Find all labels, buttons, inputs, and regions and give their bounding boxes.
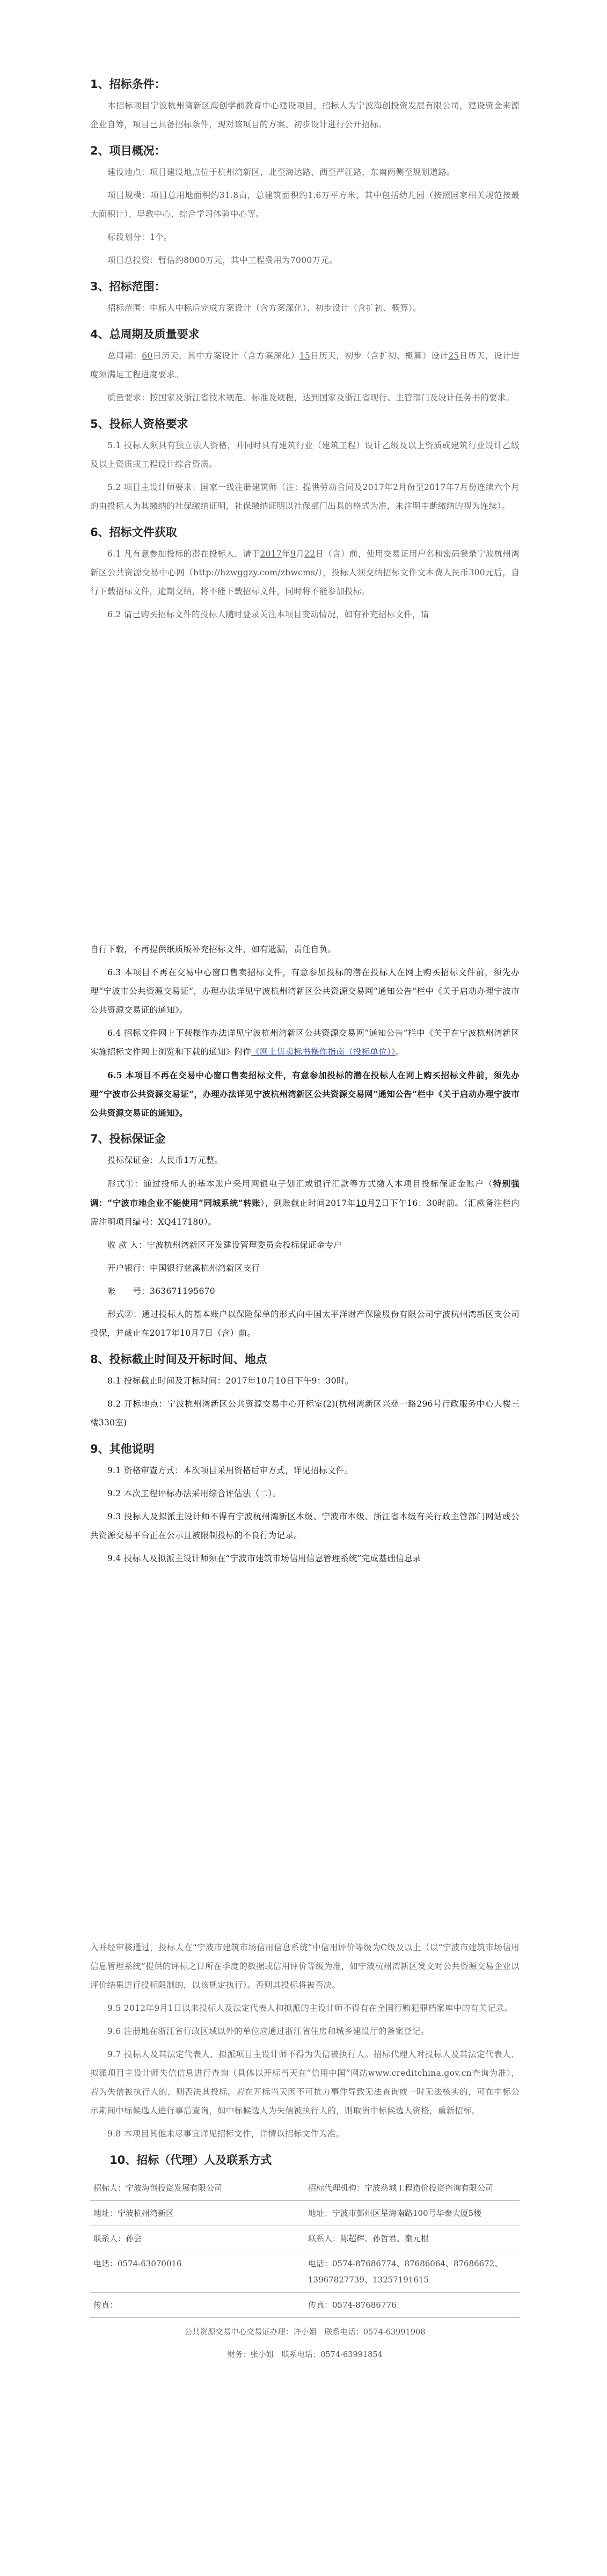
section-heading-other-notes: 9、其他说明 — [90, 1443, 155, 1455]
agency-address: 地址：宁波市鄞州区星海南路100号华泰大厦5楼 — [305, 2201, 520, 2226]
paragraph: 9.7 投标人及其法定代表人、拟派项目主设计师不得为失信被执行人。招标代理人对投标人及其法定代表人、拟派项目主设计师失信信息进行查询（具体以开标当天在“信用中国”网站www.creditchina.gov.cn查询为准），若为失信被执行人的，则否决其投标。若在开标当天因不可抗力事件导致无法查询或一时无法核实的，可在中标公示期间中标候选人进行事后查询，如中标候选人为失信被执行人的，则取消中标候选人资格，重新招标。 — [90, 2050, 520, 2116]
section-heading-period-quality: 4、总周期及质量要求 — [90, 328, 200, 341]
section-heading-contacts: 10、招标（代理）人及联系方式 — [109, 2154, 272, 2167]
tenderer-phone: 电话：0574-63070016 — [90, 2251, 305, 2293]
paragraph-bank: 开户银行：中国银行慈溪杭州湾新区支行 — [107, 1263, 260, 1273]
paragraph: 5.1 投标人须具有独立法人资格，并同时具有建筑行业（建筑工程）设计乙级及以上资质或建筑行业设计乙级及以上资质或工程设计综合资质。 — [90, 441, 520, 469]
paragraph-payee: 收 款 人：宁波杭州湾新区开发建设管理委员会投标保证金专户 — [107, 1240, 342, 1250]
paragraph: 建设地点：项目建设地点位于杭州湾新区，北至海达路，西至严江路，东南两侧至规划道路。 — [107, 167, 455, 177]
operation-guide-link[interactable]: 《网上售卖标书操作指南（投标单位）》 — [251, 1047, 396, 1057]
paragraph: 9.5 2012年9月1日以来投标人及法定代表人和拟派的主设计师不得有在全国行贿犯罪档案库中的有关记录。 — [107, 2003, 513, 2013]
table-row — [90, 2201, 520, 2226]
paragraph-continued: 入并经审核通过，投标人在“宁波市建筑市场信用信息系统”中信用评价等级为C级及以上（以“宁波市建筑市场信用信息管理系统”提供的评标之日所在季度的数据或信用评价等级为准，如宁波杭州湾新区发文对公共资源交易企业以评价结果进行投标限制的，以该规定执行）。否则其投标将被否决。 — [90, 1943, 520, 1990]
footer-note-1: 公共资源交易中心交易证办理：许小姐 联系电话：0574-63991908 — [184, 2328, 426, 2337]
paragraph: 9.1 资格审查方式：本次项目采用资格后审方式，详见招标文件。 — [107, 1466, 353, 1475]
agency-contact: 联系人：陈超辉、孙哲君、秦元根 — [305, 2226, 520, 2251]
paragraph: 项目总投资：暂估约8000万元，其中工程费用为7000万元。 — [107, 255, 338, 265]
tenderer-contact: 联系人：孙会 — [90, 2226, 305, 2251]
paragraph-download-guide: 6.4 招标文件网上下载操作办法详见宁波杭州湾新区公共资源交易网“通知公告”栏中《关于在宁波杭州湾新区实施招标文件网上浏览和下载的通知》附件《网上售卖标书操作指南（投标单位）》。 — [90, 1028, 520, 1057]
section-heading-bid-scope: 3、招标范围： — [90, 280, 166, 293]
paragraph-download-deadline: 6.1 凡有意参加投标的潜在投标人，请于2017年9月22日（含）前，使用交易证用户名和密码登录宁波杭州湾新区公共资源交易中心网（http://hzwggzy.com/zbwcms/），投标人须交纳招标文件文本费人民币300元后，自行下载招标文件，逾期交纳，将不能下载招标文件，同时将不能参加投标。 — [90, 549, 520, 596]
paragraph: 9.6 注册地在浙江省行政区域以外的单位应通过浙江省住房和城乡建设厅的备案登记。 — [107, 2026, 429, 2036]
paragraph: 8.1 投标截止时间及开标时间：2017年10月10日下午9：30时。 — [107, 1376, 354, 1386]
paragraph: 9.3 投标人及拟派主设计师不得有宁波杭州湾新区本级、宁波市本级、浙江省本级有关行政主管部门网站或公共资源交易平台正在公示且被限制投标的不良行为记录。 — [90, 1512, 520, 1540]
announcement-part-1 — [90, 68, 520, 628]
footer-note-2: 财务：张小姐 联系电话：0574-63991854 — [227, 2351, 383, 2359]
section-heading-qualifications: 5、投标人资格要求 — [90, 418, 188, 430]
agency-phone: 电话：0574-87686774、87686064、87686672、13967827739、13257191615 — [305, 2251, 520, 2293]
paragraph-emphasis: 6.5 本项目不再在交易中心窗口售卖招标文件，有意参加投标的潜在投标人在网上购买招标文件前，须先办理“宁波市公共资源交易证”，办理办法详见宁波杭州湾新区公共资源交易网“通知公告”栏中《关于启动办理宁波市公共资源交易证的通知》。 — [90, 1070, 520, 1118]
paragraph-bond-form-1: 形式①：通过投标人的基本账户采用网银电子划汇或银行汇款等方式缴入本项目投标保证金账户（特别强调：“宁波市地企业不能使用“同城系统”转账），到账截止时间2017年10月7日下午16：30时前。（汇款备注栏内需注明项目编号：XQ417180）。 — [90, 1179, 520, 1227]
paragraph: 6.3 本项目不再在交易中心窗口售卖招标文件，有意参加投标的潜在投标人在网上购买招标文件前，须先办理“宁波市公共资源交易证”，办理办法详见宁波杭州湾新区公共资源交易网“通知公告”栏中《关于启动办理宁波市公共资源交易证的通知》。 — [90, 968, 520, 1015]
paragraph: 9.4 投标人及拟派主设计师须在“宁波市建筑市场信用信息管理系统”完成基础信息录 — [107, 1554, 421, 1563]
paragraph-continued: 自行下载，不再提供纸质版补充招标文件，如有遗漏，责任自负。 — [90, 945, 337, 954]
paragraph-period: 总周期：60日历天，其中方案设计（含方案深化）15日历天，初步（含扩初、概算）设计25日历天，设计进度须满足工程进度要求。 — [90, 351, 520, 379]
paragraph: 8.2 开标地点：宁波杭州湾新区公共资源交易中心开标室(2)(杭州湾新区兴慈一路296号行政服务中心大楼三楼330室) — [90, 1399, 520, 1428]
paragraph: 质量要求：按国家及浙江省技术规范、标准及规程，达到国家及浙江省现行、主管部门及设计任务书的要求。 — [107, 393, 515, 402]
announcement-part-2 — [90, 940, 520, 1572]
paragraph-evaluation-method: 9.2 本次工程评标办法采用综合评估法（二）。 — [107, 1489, 281, 1498]
paragraph: 本招标项目宁波杭州湾新区海创学前教育中心建设项目，招标人为宁波海创投资发展有限公司，建设资金来源企业自筹，项目已具备招标条件，现对该项目的方案、初步设计进行公开招标。 — [90, 101, 520, 129]
tenderer-name: 招标人：宁波海创投资发展有限公司 — [90, 2176, 305, 2201]
paragraph: 招标范围：中标人中标后完成方案设计（含方案深化）、初步设计（含扩初、概算）。 — [107, 303, 421, 313]
paragraph: 项目规模：项目总用地面积约31.8亩，总建筑面积约1.6万平方米，其中包括幼儿园（按照国家相关规范按最大面积计）、早教中心、综合学习体验中心等。 — [90, 191, 520, 219]
agency-name: 招标代理机构：宁波慈城工程造价投资咨询有限公司 — [305, 2176, 520, 2201]
section-heading-bid-conditions: 1、招标条件： — [90, 78, 166, 91]
section-heading-deadline-opening: 8、投标截止时间及开标时间、地点 — [90, 1353, 267, 1366]
contacts-table — [90, 2176, 520, 2318]
table-row — [90, 2226, 520, 2251]
table-row — [90, 2176, 520, 2201]
paragraph: 5.2 项目主设计师要求：国家一级注册建筑师（注：提供劳动合同及2017年2月份至2017年7月份连续六个月的由投标人为其缴纳的社保缴纳证明，社保缴纳证明以社保部门出具的格式为准，未注明中断缴纳的视为连续）。 — [90, 482, 520, 511]
table-row — [90, 2293, 520, 2318]
tenderer-fax: 传真： — [90, 2293, 305, 2318]
paragraph: 6.2 请已购买招标文件的投标人随时登录关注本项目变动情况，如有补充招标文件，请 — [107, 610, 429, 619]
section-heading-obtain-documents: 6、招标文件获取 — [90, 526, 177, 539]
section-heading-project-overview: 2、项目概况： — [90, 144, 166, 157]
agency-fax: 传真：0574-87686776 — [305, 2293, 520, 2318]
paragraph-account: 帐 号：363671195670 — [107, 1286, 215, 1296]
section-heading-bid-bond: 7、投标保证金 — [90, 1132, 166, 1145]
paragraph-bond-form-2: 形式②：通过投标人的基本账户以保险保单的形式向中国太平洋财产保险股份有限公司宁波杭州湾新区支公司投保，并截止在2017年10月7日（含）前。 — [90, 1309, 520, 1338]
announcement-part-3 — [90, 1938, 520, 2363]
tenderer-address: 地址：宁波杭州湾新区 — [90, 2201, 305, 2226]
paragraph: 标段划分：1个。 — [107, 232, 172, 242]
paragraph: 9.8 本项目其他未尽事宜详见招标文件，详情以招标文件为准。 — [107, 2129, 345, 2139]
paragraph: 投标保证金：人民币1万元整。 — [107, 1155, 223, 1165]
table-row — [90, 2251, 520, 2293]
